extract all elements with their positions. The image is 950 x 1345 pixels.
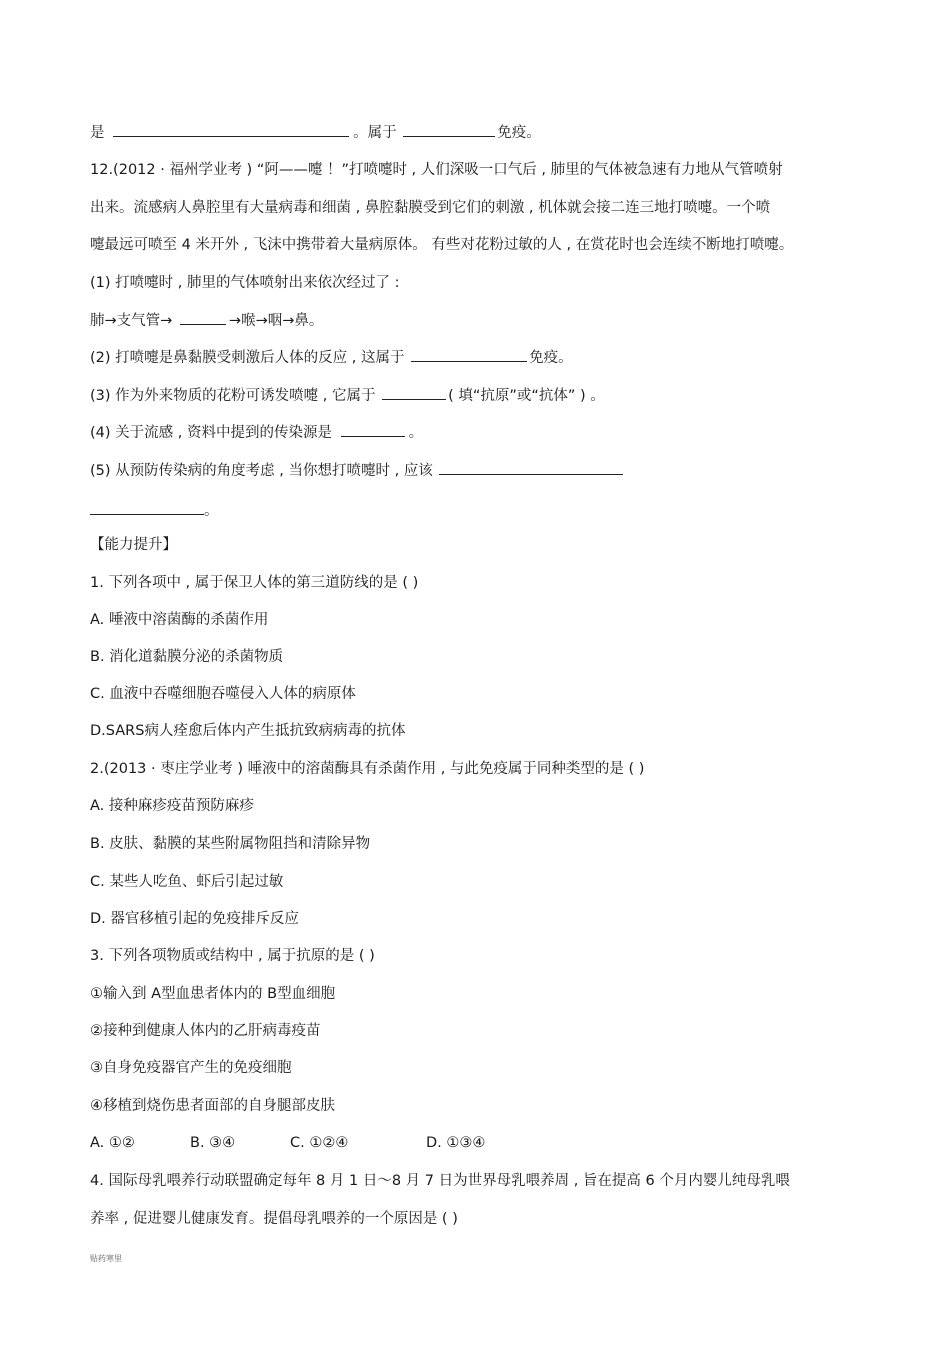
blank [382,385,446,400]
subquestion-1-answer [90,310,323,331]
question-3-item-1: ①输入到 A型血患者体内的 B型血细胞 [90,986,336,1002]
blank [180,310,226,325]
text: 肺→支气管→ [90,313,173,329]
question-12-line-3: 嚏最远可喷至 4 米开外 , 飞沫中携带着大量病原体。 有些对花粉过敏的人 , 在赏花时也会连续不断地打喷嚏。 [90,237,794,253]
text: ( 填“抗原”或“抗体” ) 。 [448,388,605,404]
text: 。 [408,425,424,441]
text: (5) 从预防传染病的角度考虑 , 当你想打喷嚏时 , 应该 [90,463,433,479]
question-2-option-d: D. 器官移植引起的免疫排斥反应 [90,911,299,927]
question-4-line-1: 4. 国际母乳喂养行动联盟确定每年 8 月 1 日～8 月 7 日为世界母乳喂养周 , 旨在提高 6 个月内婴儿纯母乳喂 [90,1173,790,1189]
text: (4) 关于流感 , 资料中提到的传染源是 [90,425,332,441]
text: →喉→咽→鼻。 [228,313,324,329]
question-4-line-2: 养率 , 促进婴儿健康发育。提倡母乳喂养的一个原因是 ( ) [90,1211,458,1227]
question-3-option-b: B. ③④ [190,1135,236,1151]
text: (2) 打喷嚏是鼻黏膜受刺激后人体的反应 , 这属于 [90,350,405,366]
subquestion-2 [90,347,573,368]
question-2-option-b: B. 皮肤、黏膜的某些附属物阻挡和清除异物 [90,836,371,852]
subquestion-5-continued [90,500,219,521]
question-3-option-d: D. ①③④ [426,1135,486,1151]
text: 。 [204,503,219,519]
text: 。属于 [353,125,397,141]
question-3-item-3: ③自身免疫器官产生的免疫细胞 [90,1060,292,1076]
text: 免疫。 [497,125,541,141]
text: 是 [90,125,105,141]
question-3-option-a: A. ①② [90,1135,135,1151]
question-2-option-c: C. 某些人吃鱼、虾后引起过敏 [90,874,284,890]
question-1-option-b: B. 消化道黏膜分泌的杀菌物质 [90,649,284,665]
section-heading: 【能力提升】 [90,537,177,553]
subquestion-4 [90,422,423,443]
question-3-option-c: C. ①②④ [290,1135,349,1151]
question-1-option-d: D.SARS病人痊愈后体内产生抵抗致病病毒的抗体 [90,723,406,739]
question-1-option-c: C. 血液中吞噬细胞吞噬侵入人体的病原体 [90,686,356,702]
page-footer: 贴药寒里 [90,1254,122,1263]
blank [403,122,495,137]
question-3-item-2: ②接种到健康人体内的乙肝病毒疫苗 [90,1023,321,1039]
subquestion-3 [90,385,605,406]
question-2-option-a: A. 接种麻疹疫苗预防麻疹 [90,798,254,814]
question-2: 2.(2013 · 枣庄学业考 ) 唾液中的溶菌酶具有杀菌作用 , 与此免疫属于同种类型的是 ( ) [90,761,645,777]
question-12-line-2: 出来。流感病人鼻腔里有大量病毒和细菌 , 鼻腔黏膜受到它们的刺激 , 机体就会接二连三地打喷嚏。一个喷 [90,200,771,216]
question-1: 1. 下列各项中 , 属于保卫人体的第三道防线的是 ( ) [90,575,419,591]
blank [341,422,405,437]
question-1-option-a: A. 唾液中溶菌酶的杀菌作用 [90,612,269,628]
subquestion-5 [90,460,623,481]
text: 免疫。 [529,350,573,366]
answer-line-1 [90,122,541,143]
blank [113,122,349,137]
subquestion-1: (1) 打喷嚏时 , 肺里的气体喷射出来依次经过了 : [90,275,400,291]
blank [90,500,204,515]
blank [411,347,527,362]
blank [439,460,623,475]
question-3-item-4: ④移植到烧伤患者面部的自身腿部皮肤 [90,1098,335,1114]
text: (3) 作为外来物质的花粉可诱发喷嚏 , 它属于 [90,388,376,404]
question-3: 3. 下列各项物质或结构中 , 属于抗原的是 ( ) [90,948,375,964]
question-12-line-1: 12.(2012 · 福州学业考 ) “阿——嚏 ！”打喷嚏时 , 人们深吸一口气后 , 肺里的气体被急速有力地从气管喷射 [90,162,783,178]
